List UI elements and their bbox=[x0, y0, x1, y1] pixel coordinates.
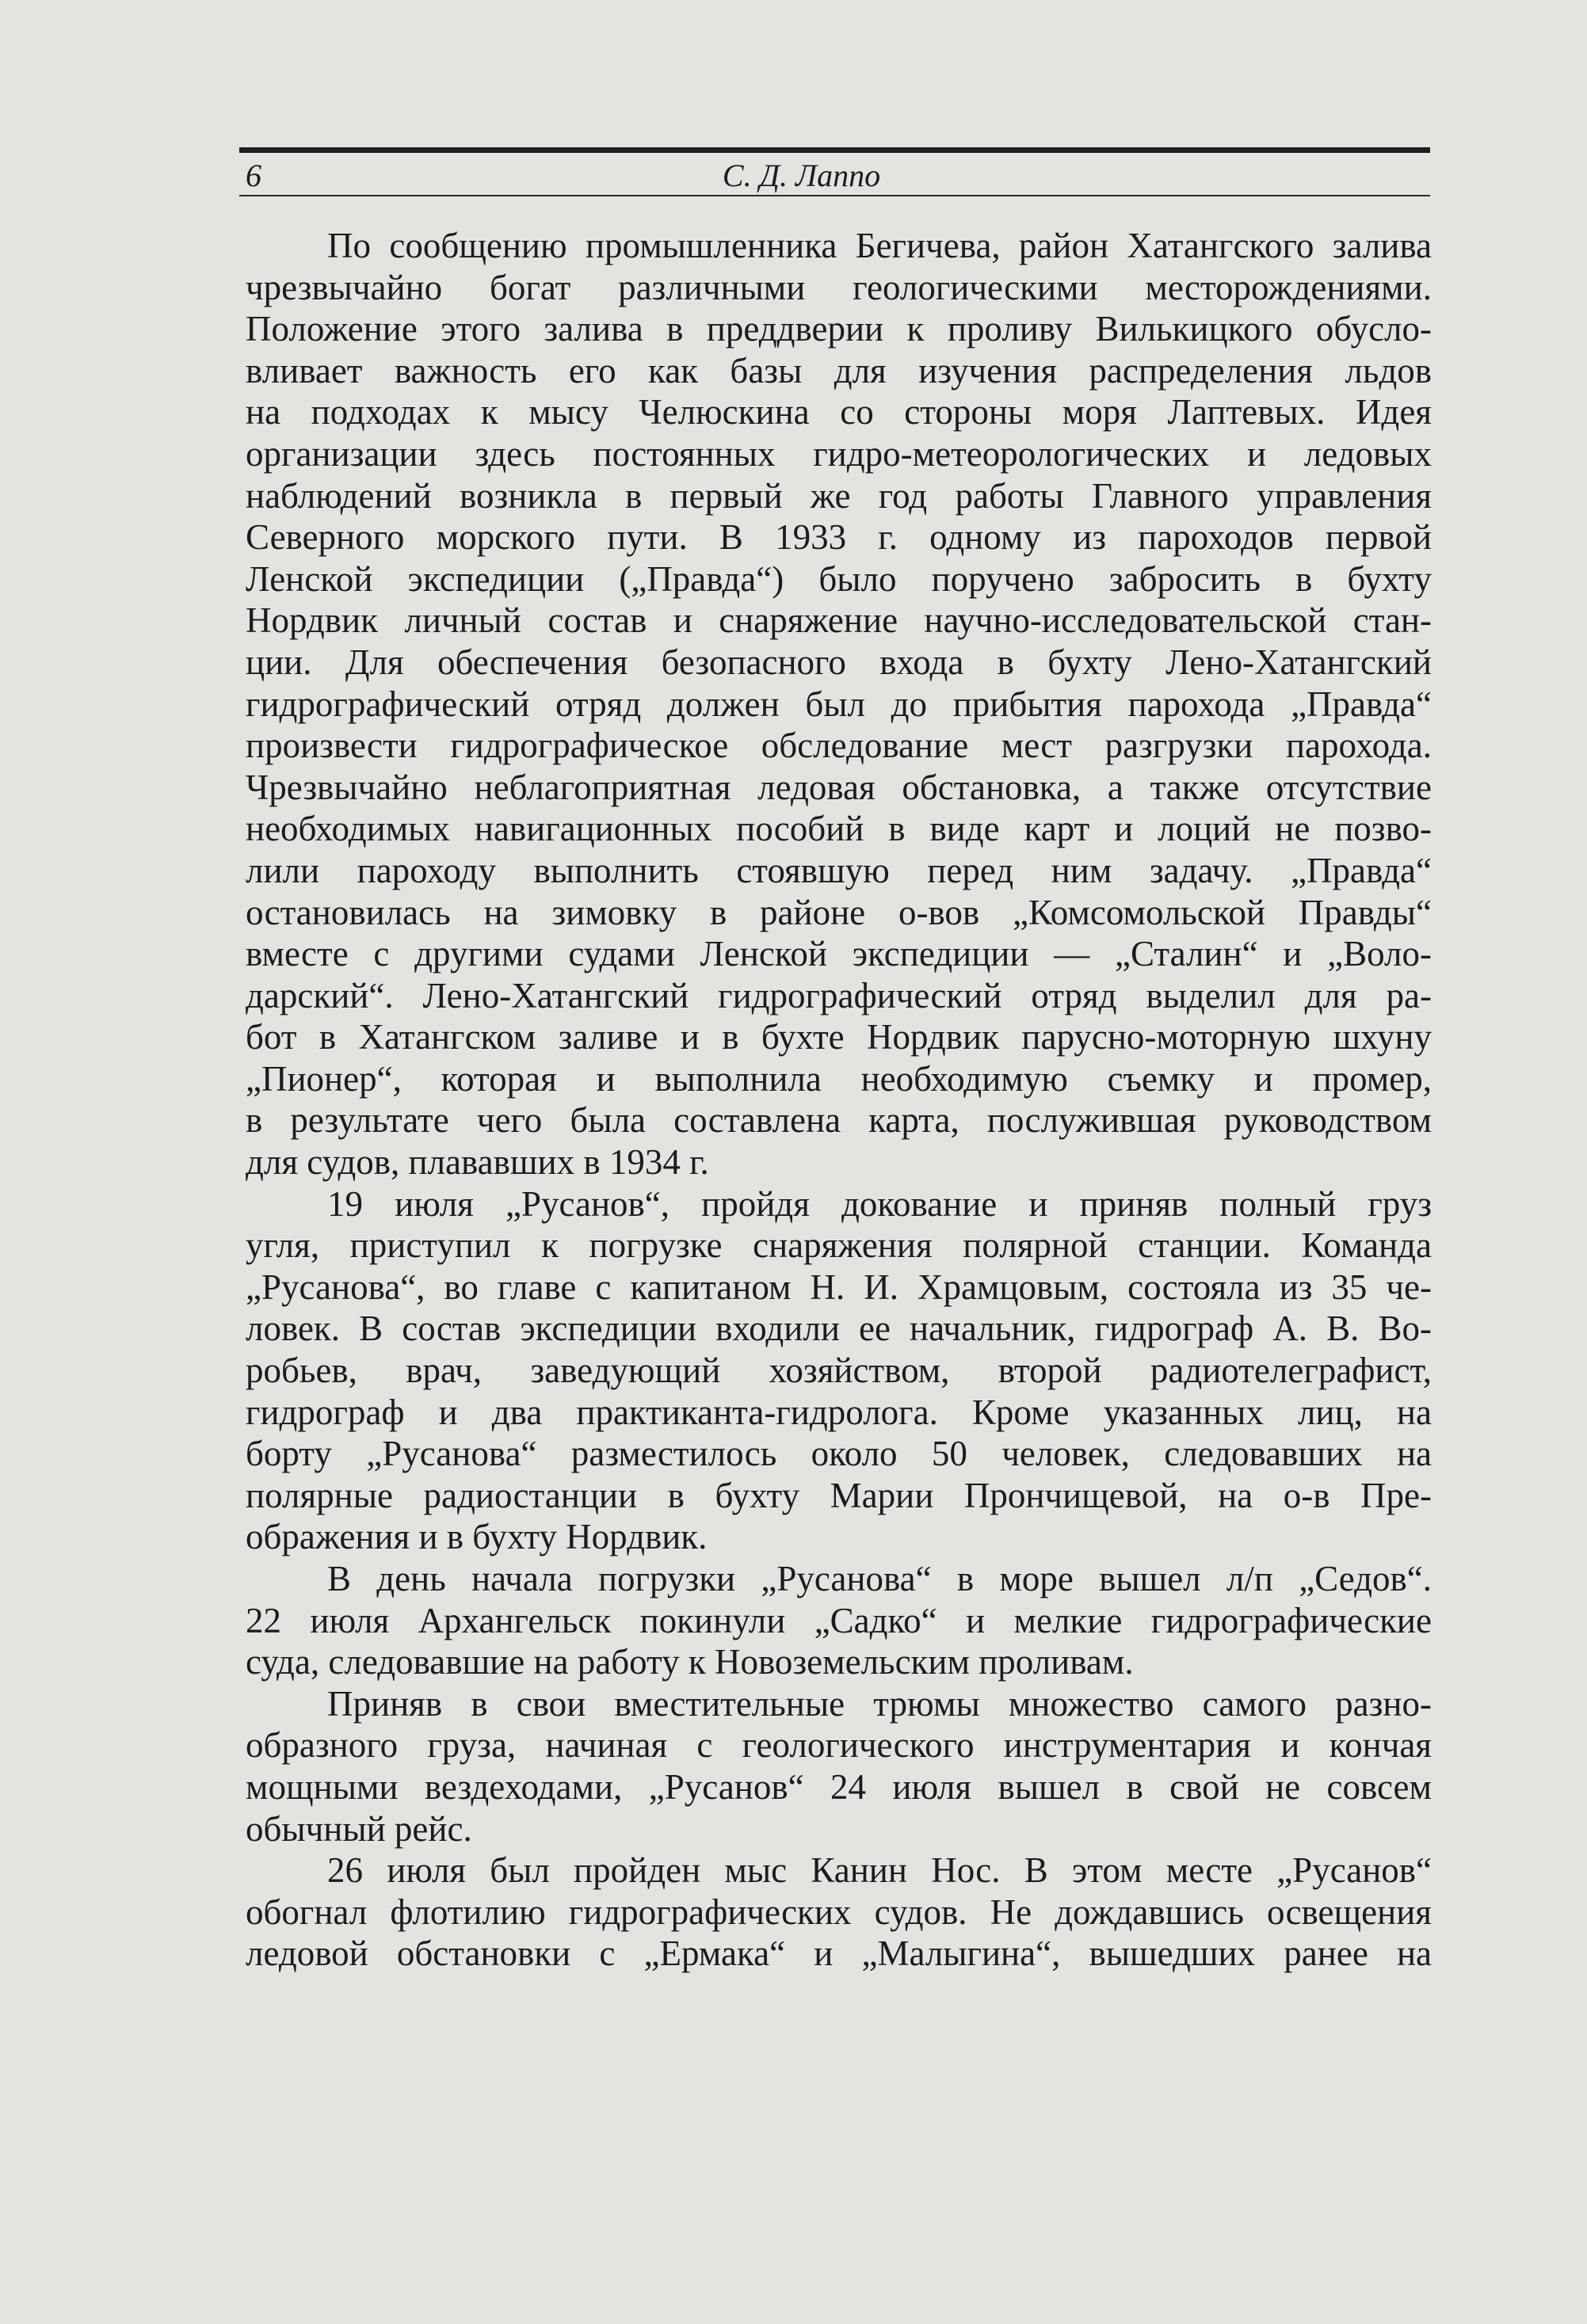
text-line: для судов, плававших в 1934 г. bbox=[246, 1142, 709, 1183]
text-line: лили пароходу выполнить стоявшую перед ним задачу. „Правда“ bbox=[246, 850, 1432, 890]
text-line: вливает важность его как базы для изучения распределения льдов bbox=[246, 350, 1432, 391]
text-line: образного груза, начиная с геологического инструментария и кончая bbox=[246, 1725, 1432, 1766]
text-line: „Пионер“, которая и выполнила необходимую съемку и промер, bbox=[246, 1058, 1432, 1099]
text-line: 19 июля „Русанов“, пройдя докование и приняв полный груз bbox=[327, 1183, 1432, 1224]
text-line: полярные радиостанции в бухту Марии Прончищевой, на о-в Пре- bbox=[246, 1475, 1432, 1515]
text-line: организации здесь постоянных гидро-метеорологических и ледовых bbox=[246, 433, 1432, 474]
header-rule-bottom bbox=[239, 195, 1430, 196]
text-line: необходимых навигационных пособий в виде карт и лоций не позво- bbox=[246, 809, 1432, 849]
text-line: бот в Хатангском заливе и в бухте Нордвик парусно-моторную шхуну bbox=[246, 1017, 1432, 1057]
text-line: Чрезвычайно неблагоприятная ледовая обстановка, а также отсутствие bbox=[246, 767, 1432, 807]
text-line: По сообщению промышленника Бегичева, район Хатангского залива bbox=[327, 226, 1432, 265]
text-line: произвести гидрографическое обследование мест разгрузки парохода. bbox=[246, 726, 1432, 766]
text-line: Приняв в свои вместительные трюмы множество самого разно- bbox=[327, 1683, 1432, 1724]
text-line: 22 июля Архангельск покинули „Садко“ и мелкие гидрографические bbox=[246, 1600, 1432, 1640]
page-number: 6 bbox=[246, 158, 261, 193]
text-line: ображения и в бухту Нордвик. bbox=[246, 1517, 708, 1557]
text-line: чрезвычайно богат различными геологическими месторождениями. bbox=[246, 267, 1432, 307]
text-line: дарский“. Лено-Хатангский гидрографический отряд выделил для ра- bbox=[246, 975, 1432, 1015]
text-line: на подходах к мысу Челюскина со стороны моря Лаптевых. Идея bbox=[246, 392, 1432, 432]
text-line: Ленской экспедиции („Правда“) было поручено забросить в бухту bbox=[246, 558, 1432, 599]
text-line: В день начала погрузки „Русанова“ в море вышел л/п „Седов“. bbox=[327, 1559, 1432, 1598]
text-line: вместе с другими судами Ленской экспедиции — „Сталин“ и „Воло- bbox=[246, 934, 1432, 974]
text-line: ледовой обстановки с „Ермака“ и „Малыгина“, вышедших ранее на bbox=[246, 1933, 1432, 1974]
header-rule-top bbox=[239, 147, 1430, 153]
text-line: остановилась на зимовку в районе о-вов „Комсомольской Правды“ bbox=[246, 892, 1432, 932]
page-body bbox=[246, 225, 1432, 1975]
text-line: в результате чего была составлена карта, послужившая руководством bbox=[246, 1100, 1432, 1141]
text-line: гидрографический отряд должен был до прибытия парохода „Правда“ bbox=[246, 684, 1432, 724]
text-line: мощными вездеходами, „Русанов“ 24 июля вышел в свой не совсем bbox=[246, 1766, 1432, 1807]
text-line: 26 июля был пройден мыс Канин Нос. В этом месте „Русанов“ bbox=[327, 1850, 1432, 1891]
text-line: борту „Русанова“ разместилось около 50 человек, следовавших на bbox=[246, 1434, 1432, 1474]
text-line: робьев, врач, заведующий хозяйством, второй радиотелеграфист, bbox=[246, 1351, 1432, 1391]
running-head: С. Д. Лаппо bbox=[722, 158, 881, 193]
text-line: обычный рейс. bbox=[246, 1808, 472, 1849]
text-line: Северного морского пути. В 1933 г. одному из пароходов первой bbox=[246, 517, 1432, 558]
text-line: Положение этого залива в преддверии к проливу Вилькицкого обусло- bbox=[246, 309, 1432, 349]
text-line: суда, следовавшие на работу к Новоземельским проливам. bbox=[246, 1642, 1134, 1682]
text-line: ции. Для обеспечения безопасного входа в бухту Лено-Хатангский bbox=[246, 642, 1432, 682]
text-line: „Русанова“, во главе с капитаном Н. И. Храмцовым, состояла из 35 че- bbox=[246, 1267, 1432, 1307]
text-line: гидрограф и два практиканта-гидролога. Кроме указанных лиц, на bbox=[246, 1392, 1432, 1432]
text-line: ловек. В состав экспедиции входили ее начальник, гидрограф А. В. Во- bbox=[246, 1309, 1432, 1349]
text-line: наблюдений возникла в первый же год работы Главного управления bbox=[246, 475, 1432, 516]
text-line: Нордвик личный состав и снаряжение научно-исследовательской стан- bbox=[246, 600, 1432, 641]
text-line: угля, приступил к погрузке снаряжения полярной станции. Команда bbox=[246, 1225, 1432, 1266]
text-line: обогнал флотилию гидрографических судов. Не дождавшись освещения bbox=[246, 1892, 1432, 1932]
